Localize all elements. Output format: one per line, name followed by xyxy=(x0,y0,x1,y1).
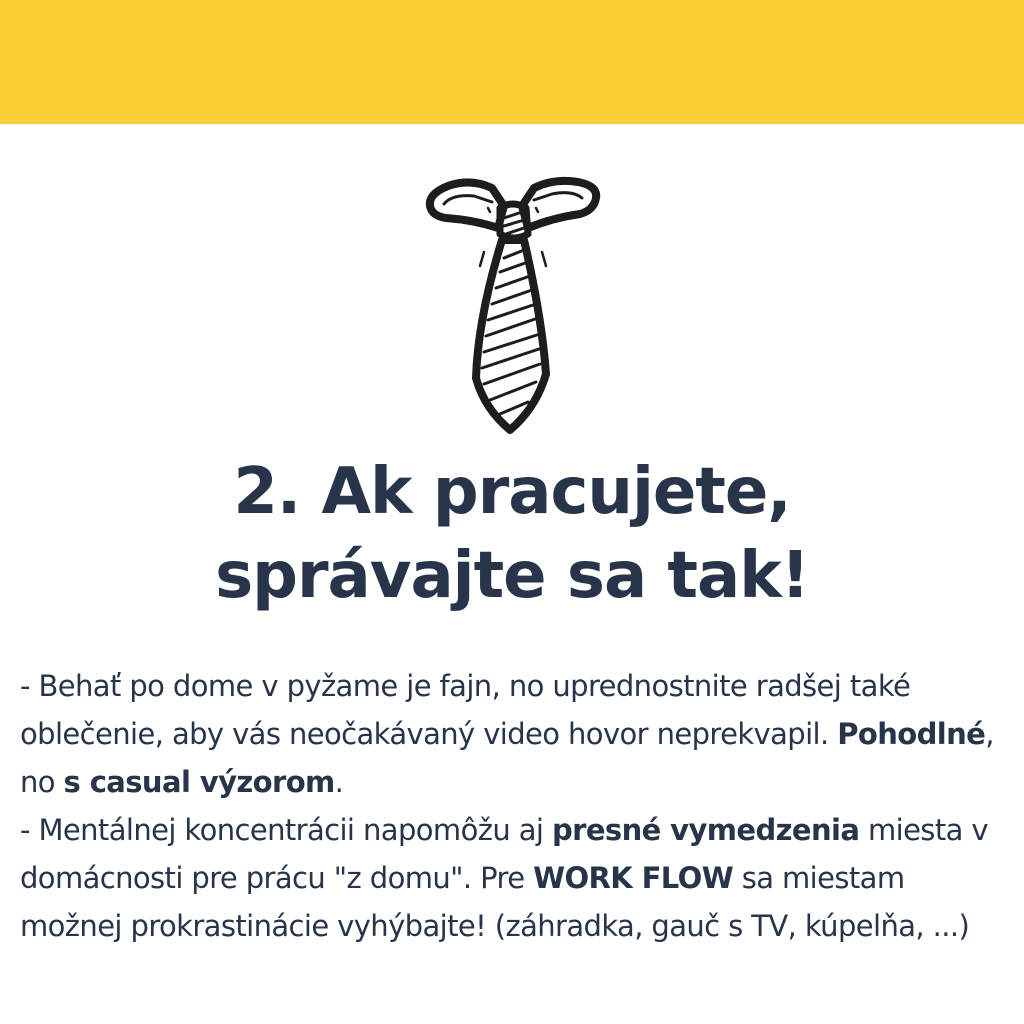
title-line-2: správajte sa tak! xyxy=(215,539,809,613)
paragraph-workspace xyxy=(20,806,1010,950)
paragraph-workspace-text-3: sa miestam možnej prokrastinácie vyhýbajte! (záhradka, gauč s TV, kúpelňa, ...) xyxy=(20,861,970,943)
paragraph-clothing-text-3: . xyxy=(334,765,344,799)
title-line-1: 2. Ak pracujete, xyxy=(233,455,791,529)
paragraph-workspace-bold-1: presné vymedzenia xyxy=(551,813,860,847)
paragraph-workspace-text-2: miesta v domácnosti pre prácu "z domu". Pre xyxy=(20,813,988,895)
paragraph-clothing-text-1: - Behať po dome v pyžame je fajn, no uprednostnite radšej také oblečenie, aby vás neočakávaný video hovor neprekvapil. xyxy=(20,669,911,751)
paragraph-clothing-text-2: , no xyxy=(20,717,994,799)
top-banner xyxy=(0,0,1024,124)
paragraph-workspace-bold-2: WORK FLOW xyxy=(533,861,734,895)
paragraph-clothing xyxy=(20,662,1010,806)
body-text xyxy=(20,662,1010,950)
paragraph-clothing-bold-2: s casual výzorom xyxy=(63,765,335,799)
paragraph-workspace-text-1: - Mentálnej koncentrácii napomôžu aj xyxy=(20,813,552,847)
paragraph-clothing-bold-1: Pohodlné xyxy=(837,717,986,751)
necktie-icon xyxy=(418,168,608,438)
slide-title xyxy=(0,450,1024,618)
